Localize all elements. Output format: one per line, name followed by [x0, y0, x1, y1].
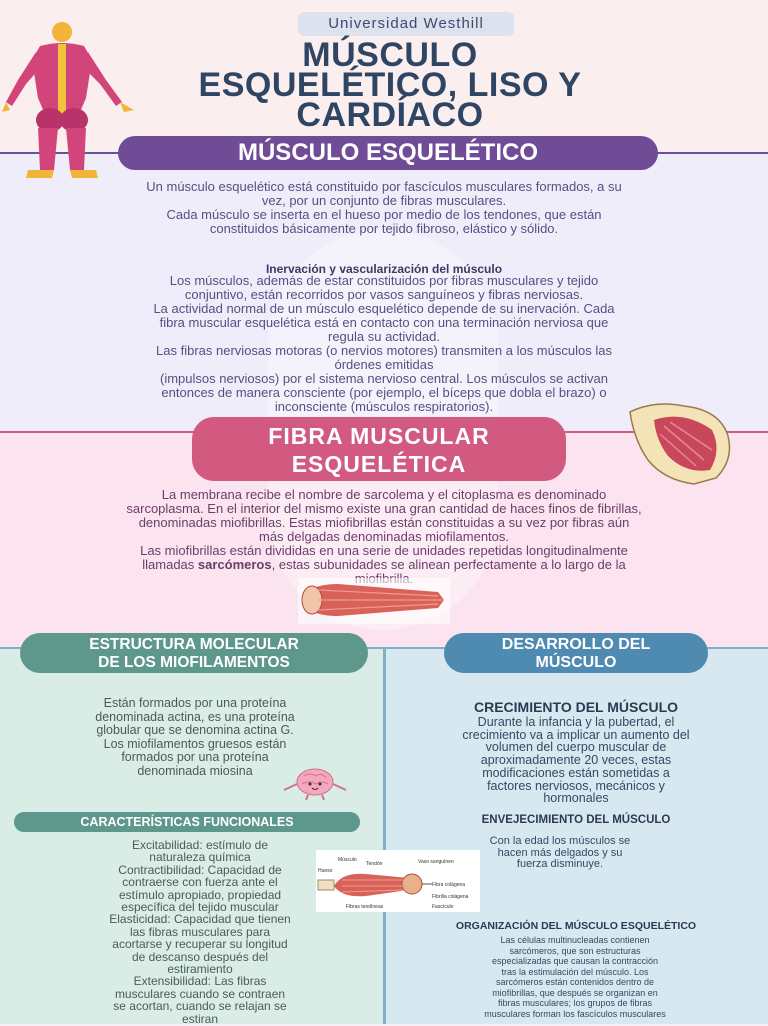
- text-line: (impulsos nerviosos) por el sistema nervioso central. Los músculos se activan: [160, 371, 608, 386]
- text-line: más delgadas denominadas miofilamentos.: [258, 529, 510, 544]
- text-line: sarcoplasma. En el interior del mismo existe una gran cantidad de haces finos de fibrillas,: [126, 501, 642, 516]
- section-heading-esqueletico: MÚSCULO ESQUELÉTICO: [118, 136, 658, 170]
- section-heading-caracteristicas: CARACTERÍSTICAS FUNCIONALES: [14, 812, 360, 832]
- fibra-body: [0, 488, 768, 586]
- text-line: miofibrillas, que después se organizan en: [492, 987, 658, 998]
- university-badge: Universidad Westhill: [298, 12, 514, 36]
- text-line: Un músculo esquelético está constituido por fascículos musculares formados, a su: [146, 179, 622, 194]
- text-line: Las miofibrillas están divididas en una serie de unidades repetidas longitudinalmente: [140, 543, 628, 558]
- text-line: estímulo apropiado, propiedad: [118, 887, 282, 902]
- diagram-label: Músculo: [338, 857, 357, 863]
- inervacion-heading: Inervación y vascularización del músculo: [265, 262, 503, 276]
- text-line: específica del tejido muscular: [121, 900, 279, 915]
- text-line: regula su actividad.: [327, 329, 440, 344]
- crecimiento-heading: CRECIMIENTO DEL MÚSCULO: [473, 699, 679, 715]
- text-line: Cada músculo se inserta en el hueso por medio de los tendones, que están: [166, 207, 602, 222]
- section-heading-fibra: [192, 417, 566, 481]
- heading-line: ESQUELÉTICA: [291, 451, 467, 477]
- text-line: Los miofilamentos gruesos están: [103, 736, 287, 751]
- sarcomeros-term: sarcómeros: [197, 557, 272, 572]
- text-line: Contractibilidad: Capacidad de: [118, 862, 282, 877]
- heading-line: DE LOS MIOFILAMENTOS: [98, 654, 290, 671]
- text-line: inconsciente (músculos respiratorios).: [274, 399, 494, 414]
- diagram-label: Fibra colágena: [432, 882, 466, 888]
- text-line: se acortan, cuando se relajan se: [113, 999, 287, 1014]
- text-line: Las fibras nerviosas motoras (o nervios motores) transmiten a los músculos las: [156, 343, 612, 358]
- text-line: acortarse y recuperar su longitud: [112, 937, 288, 952]
- text-line: Durante la infancia y la pubertad, el: [477, 715, 675, 729]
- organizacion-heading: ORGANIZACIÓN DEL MÚSCULO ESQUELÉTICO: [455, 920, 697, 932]
- muscle-fiber-illustration: [298, 578, 450, 624]
- text-line: hacen más delgados y su: [497, 846, 623, 859]
- section-heading-estructura: [20, 633, 368, 673]
- text-line: musculares forman los fascículos musculares: [484, 1008, 666, 1019]
- organizacion-body: [400, 935, 750, 1019]
- text-line: fibras musculares; los grupos de fibras: [497, 998, 653, 1008]
- text-line: hormonales: [543, 791, 609, 806]
- text-line: sarcómeros están contenidos dentro de: [495, 977, 655, 987]
- text-line: volumen del cuerpo muscular de: [485, 740, 667, 755]
- diagram-label: Vaso sanguíneo: [418, 859, 454, 865]
- text-line: factores nerviosos, mecánicos y: [487, 778, 665, 793]
- envejecimiento-body: [430, 836, 690, 871]
- heading-line: MÚSCULO: [535, 654, 617, 671]
- text-line: musculares cuando se contraen: [114, 986, 286, 1001]
- text-line: vez, por un conjunto de fibras musculares.: [261, 193, 507, 208]
- esqueletico-body: [20, 274, 748, 414]
- shoulder-muscle-illustration: [624, 400, 736, 486]
- text-line: denominadas miofibrillas. Estas miofibrillas están constituidas a su vez por fibras aún: [138, 515, 630, 530]
- text-line: fibra muscular esquelética está en contacto con una terminación nerviosa que: [159, 315, 609, 330]
- caracteristicas-body: [50, 839, 350, 1025]
- text-line: Con la edad los músculos se: [489, 835, 631, 847]
- text-line: Elasticidad: Capacidad que tienen: [109, 912, 291, 927]
- text-span: , estas subunidades se alinean perfectamente a lo largo de la: [271, 557, 626, 572]
- diagram-label: Hueso: [318, 868, 333, 874]
- text-line: órdenes emitidas: [334, 357, 434, 372]
- title-line: ESQUELÉTICO, LISO Y: [198, 66, 582, 104]
- text-line: conjuntivo, están recorridos por vasos sanguíneos y fibras nerviosas.: [184, 287, 584, 302]
- text-line: denominada miosina: [137, 763, 253, 778]
- heading-line: DESARROLLO DEL: [501, 636, 651, 653]
- text-line: estiramiento: [167, 962, 233, 977]
- text-line: globular que se denomina actina G.: [96, 723, 294, 737]
- diagram-label: Tendón: [366, 861, 383, 867]
- text-line: constituidos básicamente por tejido fibroso, elástico y sólido.: [209, 221, 559, 236]
- text-line: [0, 558, 768, 572]
- text-line: formados por una proteína: [121, 750, 269, 764]
- text-line: especializadas que causan la contracción: [491, 956, 659, 966]
- page-title: [110, 36, 670, 134]
- esqueletico-intro: [20, 180, 748, 236]
- title-line: MÚSCULO: [302, 36, 478, 74]
- text-line: crecimiento va a implicar un aumento del: [462, 727, 690, 742]
- heading-line: ESTRUCTURA MOLECULAR: [89, 636, 299, 653]
- text-line: Las células multinucleadas contienen: [500, 935, 650, 945]
- text-line: aproximadamente 20 veces, estas: [480, 753, 672, 768]
- text-line: contraerse con fuerza ante el: [122, 875, 278, 890]
- text-line: Excitabilidad: estímulo de: [131, 838, 269, 852]
- text-span: llamadas: [142, 557, 198, 572]
- crecimiento-body: [400, 716, 752, 805]
- text-line: sarcómeros, que son estructuras: [509, 945, 641, 956]
- diagram-label: Fibras tendíneas: [346, 904, 384, 910]
- diagram-label: Fascículo: [432, 904, 454, 910]
- envejecimiento-heading: ENVEJECIMIENTO DEL MÚSCULO: [481, 814, 671, 826]
- column-divider: [383, 648, 386, 1024]
- text-line: entonces de manera consciente (por ejemplo, el bíceps que dobla el brazo) o: [161, 385, 607, 400]
- text-line: de descanso después del: [131, 949, 269, 964]
- diagram-label: Fibrilla colágena: [432, 894, 469, 900]
- brain-character-illustration: [280, 766, 350, 800]
- text-line: naturaleza química: [149, 850, 251, 865]
- title-line: CARDÍACO: [296, 96, 484, 134]
- text-line: La actividad normal de un músculo esquelético depende de su inervación. Cada: [153, 301, 615, 316]
- section-heading-desarrollo: [444, 633, 708, 673]
- text-line: Extensibilidad: Las fibras: [133, 974, 267, 989]
- text-line: fuerza disminuye.: [516, 858, 604, 870]
- heading-line: FIBRA MUSCULAR: [268, 423, 490, 449]
- text-line: Los músculos, además de estar constituidos por fibras musculares y tejido: [169, 273, 599, 288]
- text-line: La membrana recibe el nombre de sarcolema y el citoplasma es denominado: [161, 487, 607, 502]
- text-line: tras la estimulación del músculo. Los: [501, 966, 649, 977]
- text-line: estiran: [181, 1011, 219, 1026]
- text-line: las fibras musculares para: [129, 924, 271, 939]
- text-line: modificaciones están sometidas a: [482, 765, 670, 780]
- text-line: Están formados por una proteína: [103, 696, 287, 710]
- text-line: denominada actina, es una proteína: [95, 709, 295, 724]
